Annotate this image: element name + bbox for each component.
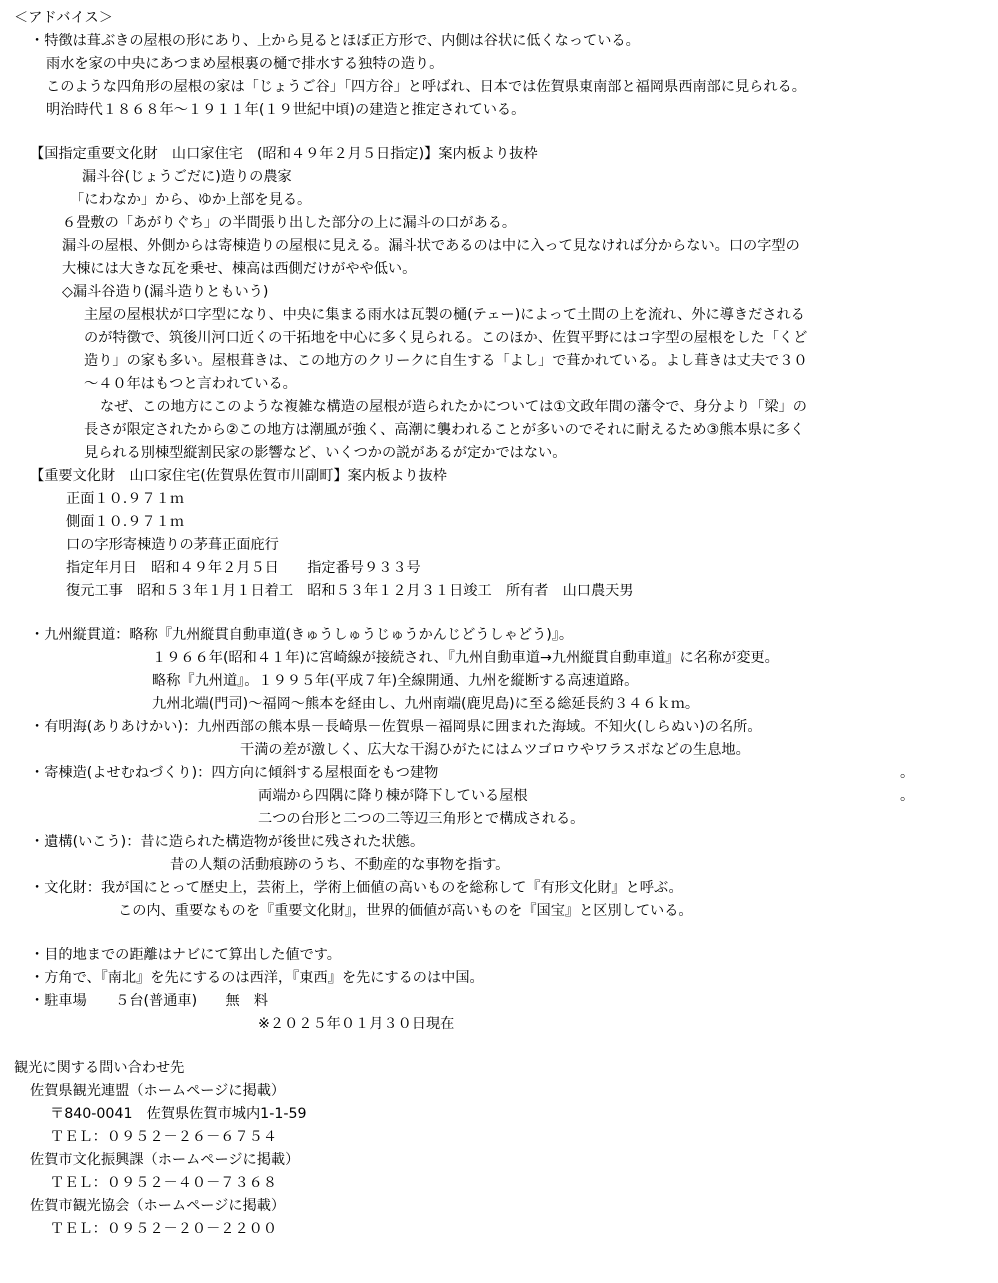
important-line: 指定年月日 昭和４９年２月５日 指定番号９３３号 bbox=[66, 560, 421, 576]
important-line: 側面１０.９７１ｍ bbox=[66, 514, 185, 530]
national-line: 大棟には大きな瓦を乗せ、棟高は西側だけがやや低い。 bbox=[62, 261, 417, 277]
national-line: 主屋の屋根状が口字型になり、中央に集まる雨水は瓦製の樋(テェー)によって土間の上を流れ、外に導きだされる bbox=[84, 307, 805, 323]
national-line: なぜ、この地方にこのような複雑な構造の屋根が造られたかについては①文政年間の藩令で、身分より「梁」の bbox=[100, 399, 807, 415]
important-line: 正面１０.９７１ｍ bbox=[66, 491, 185, 507]
glossary-line: ・九州縦貫道：略称『九州縦貫自動車道(きゅうしゅうじゅうかんじどうしゃどう)』。 bbox=[30, 627, 574, 643]
advice-line: 雨水を家の中央にあつまめ屋根裏の樋で排水する独特の造り。 bbox=[46, 56, 444, 72]
note-line: ・駐車場 ５台(普通車) 無 料 bbox=[30, 993, 269, 1009]
glossary-line: この内、重要なものを『重要文化財』，世界的価値が高いものを『国宝』と区別している。 bbox=[118, 903, 693, 919]
glossary-line: 両端から四隅に降り棟が降下している屋根 bbox=[258, 788, 528, 804]
note-line: ・目的地までの距離はナビにて算出した値です。 bbox=[30, 947, 341, 963]
national-line: 造り」の家も多い。屋根葺きは、この地方のクリークに自生する「よし」で葺かれている。よし葺きは丈夫で３０ bbox=[84, 353, 808, 369]
contact-org: 佐賀県観光連盟（ホームページに掲載） bbox=[30, 1083, 286, 1099]
contact-heading: 観光に関する問い合わせ先 bbox=[14, 1060, 185, 1076]
note-line: ・方角で、『南北』を先にするのは西洋，『東西』を先にするのは中国。 bbox=[30, 970, 484, 986]
glossary-line: 干満の差が激しく、広大な干潟ひがたにはムツゴロウやワラスボなどの生息地。 bbox=[240, 742, 750, 758]
national-title: 【国指定重要文化財 山口家住宅 (昭和４９年２月５日指定)】案内板より抜枠 bbox=[30, 146, 538, 162]
glossary-line: ・寄棟造(よせむねづくり)：四方向に傾斜する屋根面をもつ建物 bbox=[30, 765, 439, 781]
contact-tel: ＴＥＬ：０９５２－２６－６７５４ bbox=[50, 1129, 278, 1145]
glossary-line: １９６６年(昭和４１年)に宮崎線が接続され、『九州自動車道→九州縦貫自動車道』に名称が変更。 bbox=[152, 650, 779, 666]
contact-tel: ＴＥＬ：０９５２－４０－７３６８ bbox=[50, 1175, 278, 1191]
advice-line: 明治時代１８６８年〜１９１１年(１９世紀中頃)の建造と推定されている。 bbox=[46, 102, 526, 118]
glossary-line: ・有明海(ありあけかい)：九州西部の熊本県－長崎県－佐賀県－福岡県に囲まれた海域。不知火(しらぬい)の名所。 bbox=[30, 719, 762, 735]
important-title: 【重要文化財 山口家住宅(佐賀県佐賀市川副町】案内板より抜枠 bbox=[30, 468, 447, 484]
contact-address: 〒840-0041 佐賀県佐賀市城内1-1-59 bbox=[50, 1106, 307, 1122]
glossary-line: 略称『九州道』。１９９５年(平成７年)全線開通、九州を縦断する高速道路。 bbox=[152, 673, 639, 689]
advice-line: このような四角形の屋根の家は「じょうご谷」「四方谷」と呼ばれ、日本では佐賀県東南部と福岡県西南部に見られる。 bbox=[46, 79, 806, 95]
important-line: 復元工事 昭和５３年１月１日着工 昭和５３年１２月３１日竣工 所有者 山口農天男 bbox=[66, 583, 634, 599]
important-line: 口の字形寄棟造りの茅葺正面庇行 bbox=[66, 537, 279, 553]
contact-org: 佐賀市観光協会（ホームページに掲載） bbox=[30, 1198, 286, 1214]
national-line: 見られる別棟型縦割民家の影響など、いくつかの説があるが定かではない。 bbox=[84, 445, 567, 461]
trailing-dot: 。 bbox=[900, 765, 915, 781]
glossary-line: 二つの台形と二つの二等辺三角形とで構成される。 bbox=[258, 811, 585, 827]
advice-line: ・特徴は葺ぶきの屋根の形にあり、上から見るとほぼ正方形で、内側は谷状に低くなっている。 bbox=[30, 33, 640, 49]
national-line: 〜４０年はもつと言われている。 bbox=[84, 376, 297, 392]
contact-org: 佐賀市文化振興課（ホームページに掲載） bbox=[30, 1152, 300, 1168]
national-line: ◇漏斗谷造り(漏斗造りともいう) bbox=[62, 284, 269, 300]
national-line: 漏斗谷(じょうごだに)造りの農家 bbox=[82, 169, 292, 185]
advice-heading: ＜アドバイス＞ bbox=[14, 10, 113, 26]
date-note: ※２０２５年０１月３０日現在 bbox=[258, 1016, 455, 1032]
national-line: 漏斗の屋根、外側からは寄棟造りの屋根に見える。漏斗状であるのは中に入って見なければ分からない。口の字型の bbox=[62, 238, 800, 254]
glossary-line: 九州北端(門司)〜福岡〜熊本を経由し、九州南端(鹿児島)に至る総延長約３４６ｋｍ。 bbox=[152, 696, 700, 712]
trailing-dot: 。 bbox=[900, 788, 915, 804]
glossary-line: ・遺構(いこう)：昔に造られた構造物が後世に残された状態。 bbox=[30, 834, 425, 850]
national-line: 長さが限定されたから②この地方は潮風が強く、高潮に襲われることが多いのでそれに耐えるため③熊本県に多く bbox=[84, 422, 805, 438]
glossary-line: 昔の人類の活動痕跡のうち、不動産的な事物を指す。 bbox=[170, 857, 510, 873]
national-line: のが特徴で、筑後川河口近くの干拓地を中心に多く見られる。このほか、佐賀平野にはコ字型の屋根をした「くど bbox=[84, 330, 808, 346]
glossary-line: ・文化財：我が国にとって歴史上，芸術上，学術上価値の高いものを総称して『有形文化財』と呼ぶ。 bbox=[30, 880, 683, 896]
national-line: 「にわなか」から、ゆか上部を見る。 bbox=[70, 192, 312, 208]
contact-tel: ＴＥＬ：０９５２－２０－２２００ bbox=[50, 1221, 278, 1237]
national-line: ６畳敷の「あがりぐち」の半間張り出した部分の上に漏斗の口がある。 bbox=[62, 215, 517, 231]
